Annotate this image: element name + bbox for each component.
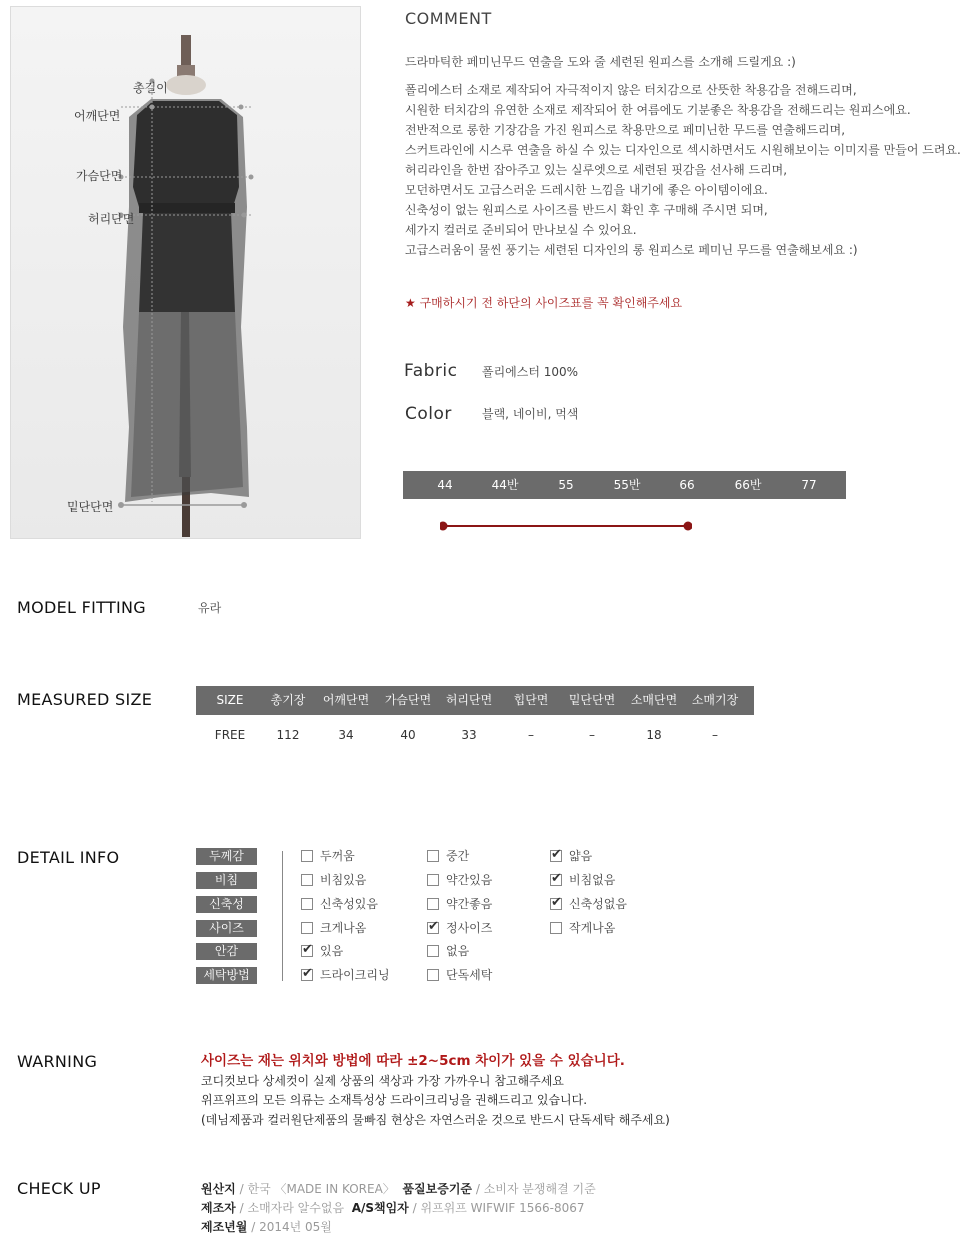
- detail-option-label: 비침없음: [569, 873, 616, 887]
- detail-option-label: 있음: [320, 944, 344, 958]
- sep: /: [412, 1201, 417, 1215]
- checked-checkbox-icon[interactable]: [550, 898, 562, 910]
- size-cell: 44: [437, 478, 453, 492]
- detail-category: 안감: [196, 943, 257, 960]
- header-cell: 가슴단면: [384, 693, 432, 707]
- header-cell: SIZE: [216, 693, 244, 707]
- value-cell: –: [589, 728, 595, 742]
- value-cell: 33: [461, 728, 477, 742]
- warning-label: WARNING: [17, 1052, 98, 1071]
- header-cell: 힙단면: [513, 693, 549, 707]
- detail-option[interactable]: [550, 848, 592, 864]
- value-cell: 18: [646, 728, 662, 742]
- checkbox-icon[interactable]: [550, 922, 562, 934]
- detail-option-label: 약간좋음: [446, 897, 493, 911]
- sep: /: [239, 1182, 244, 1196]
- comment-line: 시원한 터치감의 유연한 소재로 제작되어 한 여름에도 기분좋은 착용감을 전해드리는 원피스에요.: [405, 103, 911, 117]
- comment-line: 폴리에스터 소재로 제작되어 자극적이지 않은 터치감으로 산뜻한 착용감을 전해드리며,: [405, 83, 857, 97]
- value-cell: –: [528, 728, 534, 742]
- label-hem: 밑단단면: [67, 500, 114, 514]
- detail-option[interactable]: [427, 896, 492, 912]
- checked-checkbox-icon[interactable]: [301, 969, 313, 981]
- checkbox-icon[interactable]: [427, 969, 439, 981]
- model-fitting-value: 유라: [198, 601, 222, 615]
- size-cell: 66반: [734, 478, 762, 492]
- detail-option-label: 비침있음: [320, 873, 367, 887]
- detail-option-label: 없음: [446, 944, 470, 958]
- color-value: 블랙, 네이비, 먹색: [482, 407, 579, 421]
- size-cell: 55: [558, 478, 574, 492]
- warning-line: 위프위프의 모든 의류는 소재특성상 드라이크리닝을 권해드리고 있습니다.: [201, 1093, 588, 1107]
- origin-value: 한국 〈MADE IN KOREA〉: [247, 1182, 395, 1196]
- checkbox-icon[interactable]: [301, 922, 313, 934]
- value-cell: 34: [338, 728, 354, 742]
- date-label: 제조년월: [201, 1220, 248, 1234]
- measured-size-header: [196, 686, 754, 715]
- sep: /: [239, 1201, 244, 1215]
- detail-option-label: 두꺼움: [320, 849, 355, 863]
- checkbox-icon[interactable]: [427, 945, 439, 957]
- comment-line: 고급스러움이 물씬 풍기는 세련된 디자인의 롱 원피스로 페미닌 무드를 연출해보세요 :): [405, 243, 858, 257]
- detail-option[interactable]: [301, 920, 366, 936]
- size-notice: ★ 구매하시기 전 하단의 사이즈표를 꼭 확인해주세요: [405, 296, 683, 310]
- check-up-date: [201, 1218, 332, 1235]
- warning-line: 코디컷보다 상세컷이 실제 상품의 색상과 가장 가까우니 참고해주세요: [201, 1074, 564, 1088]
- header-cell: 밑단단면: [568, 693, 616, 707]
- detail-option-label: 얇음: [569, 849, 593, 863]
- detail-option-label: 크게나옴: [320, 921, 367, 935]
- checked-checkbox-icon[interactable]: [550, 850, 562, 862]
- header-cell: 소매기장: [691, 693, 739, 707]
- header-cell: 어깨단면: [322, 693, 370, 707]
- comment-line: 모던하면서도 고급스러운 드레시한 느낌을 내기에 좋은 아이템이에요.: [405, 183, 768, 197]
- detail-option-label: 중간: [446, 849, 470, 863]
- quality-value: 소비자 분쟁해결 기준: [483, 1182, 596, 1196]
- header-cell: 총기장: [270, 693, 306, 707]
- detail-option[interactable]: [301, 896, 378, 912]
- check-up-maker: [201, 1199, 585, 1216]
- maker-label: 제조자: [201, 1201, 236, 1215]
- fabric-value: 폴리에스터 100%: [482, 365, 579, 379]
- detail-option[interactable]: [427, 848, 469, 864]
- sep: /: [251, 1220, 256, 1234]
- size-cell: 66: [679, 478, 695, 492]
- detail-option[interactable]: [301, 967, 390, 983]
- as-label: A/S책임자: [351, 1201, 409, 1215]
- detail-option-label: 작게나옴: [569, 921, 616, 935]
- comment-intro: 드라마틱한 페미닌무드 연출을 도와 줄 세련된 원피스를 소개해 드릴게요 :): [405, 55, 796, 69]
- comment-title: COMMENT: [405, 9, 492, 28]
- checkbox-icon[interactable]: [427, 874, 439, 886]
- checkbox-icon[interactable]: [427, 850, 439, 862]
- detail-category: 사이즈: [196, 920, 257, 937]
- detail-divider: [282, 851, 283, 981]
- value-cell: 112: [276, 728, 300, 742]
- value-cell: –: [712, 728, 718, 742]
- value-cell: FREE: [214, 728, 246, 742]
- model-fitting-label: MODEL FITTING: [17, 598, 147, 617]
- detail-option[interactable]: [550, 896, 627, 912]
- comment-line: 신축성이 없는 원피스로 사이즈를 반드시 확인 후 구매해 주시면 되며,: [405, 203, 768, 217]
- check-up-label: CHECK UP: [17, 1179, 101, 1198]
- header-cell: 소매단면: [630, 693, 678, 707]
- size-scale-bar: [403, 471, 846, 499]
- detail-option[interactable]: [427, 872, 492, 888]
- detail-option[interactable]: [427, 943, 469, 959]
- detail-option[interactable]: [301, 872, 366, 888]
- quality-label: 품질보증기준: [402, 1182, 473, 1196]
- detail-category: 세탁방법: [196, 967, 257, 984]
- detail-option-label: 신축성있음: [320, 897, 378, 911]
- warning-main: 사이즈는 재는 위치와 방법에 따라 ±2~5cm 차이가 있을 수 있습니다.: [201, 1053, 625, 1069]
- warning-line: (데님제품과 컬러원단제품의 물빠짐 현상은 자연스러운 것으로 반드시 단독세탁 해주세요): [201, 1113, 670, 1127]
- detail-option[interactable]: [550, 872, 615, 888]
- detail-option-label: 단독세탁: [446, 968, 493, 982]
- origin-label: 원산지: [201, 1182, 236, 1196]
- value-cell: 40: [400, 728, 416, 742]
- checkbox-icon[interactable]: [427, 898, 439, 910]
- comment-line: 전반적으로 롱한 기장감을 가진 원피스로 착용만으로 페미닌한 무드를 연출해드리며,: [405, 123, 846, 137]
- header-cell: 허리단면: [445, 693, 493, 707]
- comment-line: 스커트라인에 시스루 연출을 하실 수 있는 디자인으로 섹시하면서도 시원해보이는 이미지를 만들어 드려요.: [405, 143, 961, 157]
- size-cell: 77: [801, 478, 817, 492]
- checked-checkbox-icon[interactable]: [427, 922, 439, 934]
- color-label: Color: [405, 404, 452, 424]
- date-value: 2014년 05월: [259, 1220, 332, 1234]
- size-cell: 55반: [613, 478, 641, 492]
- detail-option[interactable]: [550, 920, 615, 936]
- size-cell: 44반: [491, 478, 519, 492]
- comment-line: 세가지 컬러로 준비되어 만나보실 수 있어요.: [405, 223, 637, 237]
- detail-option-label: 신축성없음: [569, 897, 627, 911]
- size-range-indicator: [440, 520, 692, 532]
- label-chest: 가슴단면: [76, 169, 123, 183]
- detail-option[interactable]: [427, 967, 492, 983]
- checked-checkbox-icon[interactable]: [301, 945, 313, 957]
- checkbox-icon[interactable]: [301, 850, 313, 862]
- detail-option[interactable]: [301, 943, 343, 959]
- comment-body: [405, 80, 961, 260]
- as-value: 위프위프 WIFWIF 1566-8067: [420, 1201, 585, 1215]
- detail-option-label: 약간있음: [446, 873, 493, 887]
- detail-category: 비침: [196, 872, 257, 889]
- comment-line: 허리라인을 한번 잡아주고 있는 실루엣으로 세련된 핏감을 선사해 드리며,: [405, 163, 788, 177]
- label-total-length: 총길이: [133, 81, 168, 95]
- checked-checkbox-icon[interactable]: [550, 874, 562, 886]
- detail-category: 신축성: [196, 896, 257, 913]
- detail-option-label: 드라이크리닝: [320, 968, 390, 982]
- detail-category: 두께감: [196, 848, 257, 865]
- maker-value: 소매자라 알수없음: [247, 1201, 345, 1215]
- check-up-origin: [201, 1180, 596, 1197]
- detail-option[interactable]: [301, 848, 355, 864]
- fabric-label: Fabric: [404, 361, 458, 381]
- detail-option[interactable]: [427, 920, 492, 936]
- detail-info-label: DETAIL INFO: [17, 848, 120, 867]
- sep: /: [475, 1182, 480, 1196]
- label-shoulder: 어깨단면: [74, 109, 121, 123]
- measured-size-label: MEASURED SIZE: [17, 690, 153, 709]
- checkbox-icon[interactable]: [301, 874, 313, 886]
- detail-option-label: 정사이즈: [446, 921, 493, 935]
- label-waist: 허리단면: [88, 212, 135, 226]
- product-image: [10, 6, 361, 539]
- dress-illustration: [11, 7, 361, 539]
- checkbox-icon[interactable]: [301, 898, 313, 910]
